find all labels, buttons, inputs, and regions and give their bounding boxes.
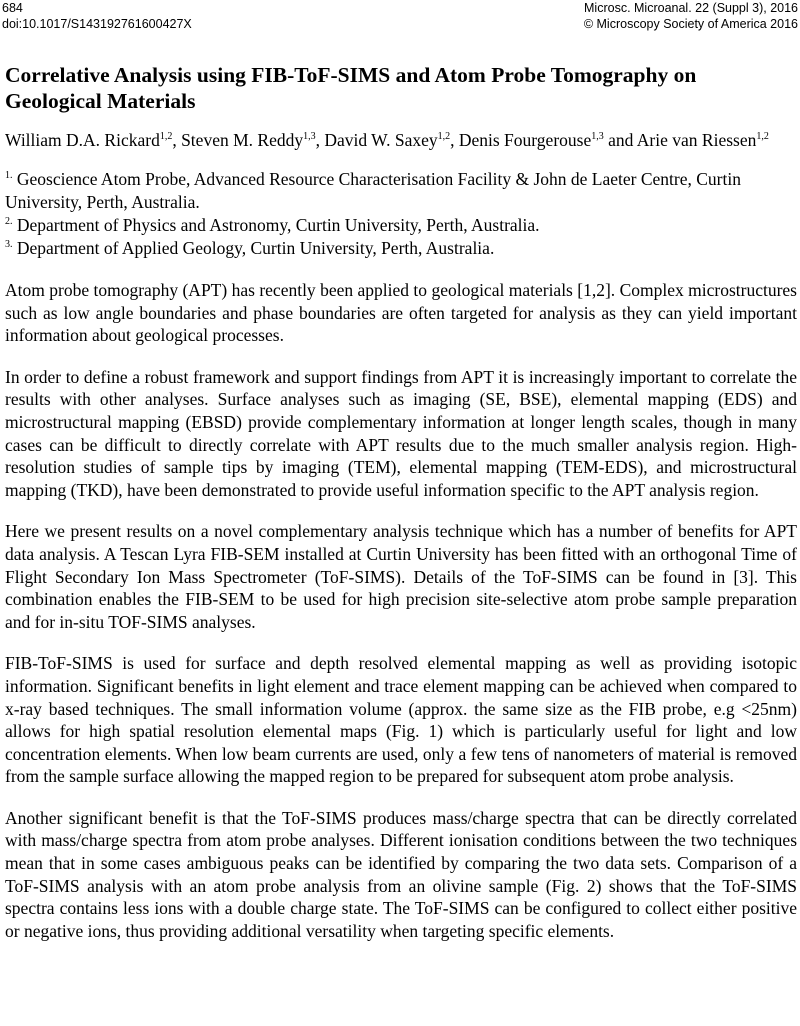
author-affil-sup: 1,2 [756,131,769,143]
affiliation-text: Department of Applied Geology, Curtin University, Perth, Australia. [12,238,495,258]
copyright: © Microscopy Society of America 2016 [583,17,798,31]
affiliation-number: 3. [5,239,13,251]
affiliation [5,237,797,260]
author-affil-sup: 1,3 [591,131,604,143]
author-separator: , [172,130,182,150]
author-affil-sup: 1,2 [159,131,173,143]
author [5,130,181,150]
body-paragraph: Another significant benefit is that the ToF-SIMS produces mass/charge spectra that can be directly correlated with mass/charge spectra from atom probe analyses. Different ionisation conditions between the two techniques mean that in some cases ambiguous peaks can be identified by comparing the two data sets. Comparison of a ToF-SIMS analysis with an atom probe analysis from an olivine sample (Fig. 2) shows that the ToF-SIMS spectra contains less ions with a double charge state. The ToF-SIMS can be configured to collect either positive or negative ions, thus providing additional versatility when targeting specific elements. [5,807,797,941]
article-title: Correlative Analysis using FIB-ToF-SIMS and Atom Probe Tomography on Geological Materials [5,63,697,113]
author [324,130,459,150]
author [459,130,637,150]
author-separator: and [603,130,637,150]
author [637,130,769,150]
header-left [2,0,192,32]
page-number: 684 [2,1,23,15]
header-right [584,0,798,32]
body-paragraph: In order to define a robust framework and support findings from APT it is increasingly important to correlate the results with other analyses. Surface analyses such as imaging (SE, BSE), elemental mapping (EDS) and microstructural mapping (EBSD) provide complementary information at longer length scales, though in many cases can be difficult to directly correlate with APT results due to the much smaller analysis region. High-resolution studies of sample tips by imaging (TEM), elemental mapping (TEM-EDS), and microstructural mapping (TKD), have been demonstrated to provide useful information specific to the APT analysis region. [5,366,797,500]
author-name: David W. Saxey [324,130,438,150]
author-name: Denis Fourgerouse [458,130,592,150]
affiliation [5,214,797,237]
author-affil-sup: 1,2 [437,131,451,143]
author-list [5,129,797,151]
affiliation-number: 1. [5,170,13,182]
affiliation [5,168,797,214]
journal-citation: Microsc. Microanal. 22 (Suppl 3), 2016 [584,1,798,15]
affiliation-list [5,168,797,260]
author-name: Steven M. Reddy [181,130,304,150]
body-paragraph: Here we present results on a novel complementary analysis technique which has a number of benefits for APT data analysis. A Tescan Lyra FIB-SEM installed at Curtin University has been fitted with an orthogonal Time of Flight Secondary Ion Mass Spectrometer (ToF-SIMS). Details of the ToF-SIMS can be found in [3]. This combination enables the FIB-SEM to be used for high precision site-selective atom probe sample preparation and for in-situ TOF-SIMS analyses. [5,521,797,632]
author-separator: , [315,130,325,150]
doi: doi:10.1017/S143192761600427X [2,17,192,31]
article-content [5,62,797,942]
body-paragraph: Atom probe tomography (APT) has recently been applied to geological materials [1,2]. Complex microstructures such as low angle boundaries and phase boundaries are often targeted for analysis as they can yield important information about geological processes. [5,280,797,346]
author [181,130,324,150]
affiliation-text: Geoscience Atom Probe, Advanced Resource Characterisation Facility & John de Laeter Centre, Curtin University, Perth, Australia. [5,169,741,212]
body-paragraph: FIB-ToF-SIMS is used for surface and depth resolved elemental mapping as well as providing isotopic information. Significant benefits in light element and trace element mapping can be achieved when compared to x-ray based techniques. The small information volume (approx. the same size as the FIB probe, e.g <25nm) allows for high spatial resolution elemental maps (Fig. 1) which is particularly useful for light and low concentration elements. When low beam currents are used, only a few tens of nanometers of material is removed from the sample surface allowing the mapped region to be prepared for subsequent atom probe analysis. [5,653,797,787]
affiliation-number: 2. [5,216,13,228]
author-name: Arie van Riessen [636,130,757,150]
page-header [0,0,800,36]
author-separator: , [450,130,459,150]
author-name: William D.A. Rickard [5,130,160,150]
author-affil-sup: 1,3 [303,131,316,143]
affiliation-text: Department of Physics and Astronomy, Curtin University, Perth, Australia. [12,215,540,235]
